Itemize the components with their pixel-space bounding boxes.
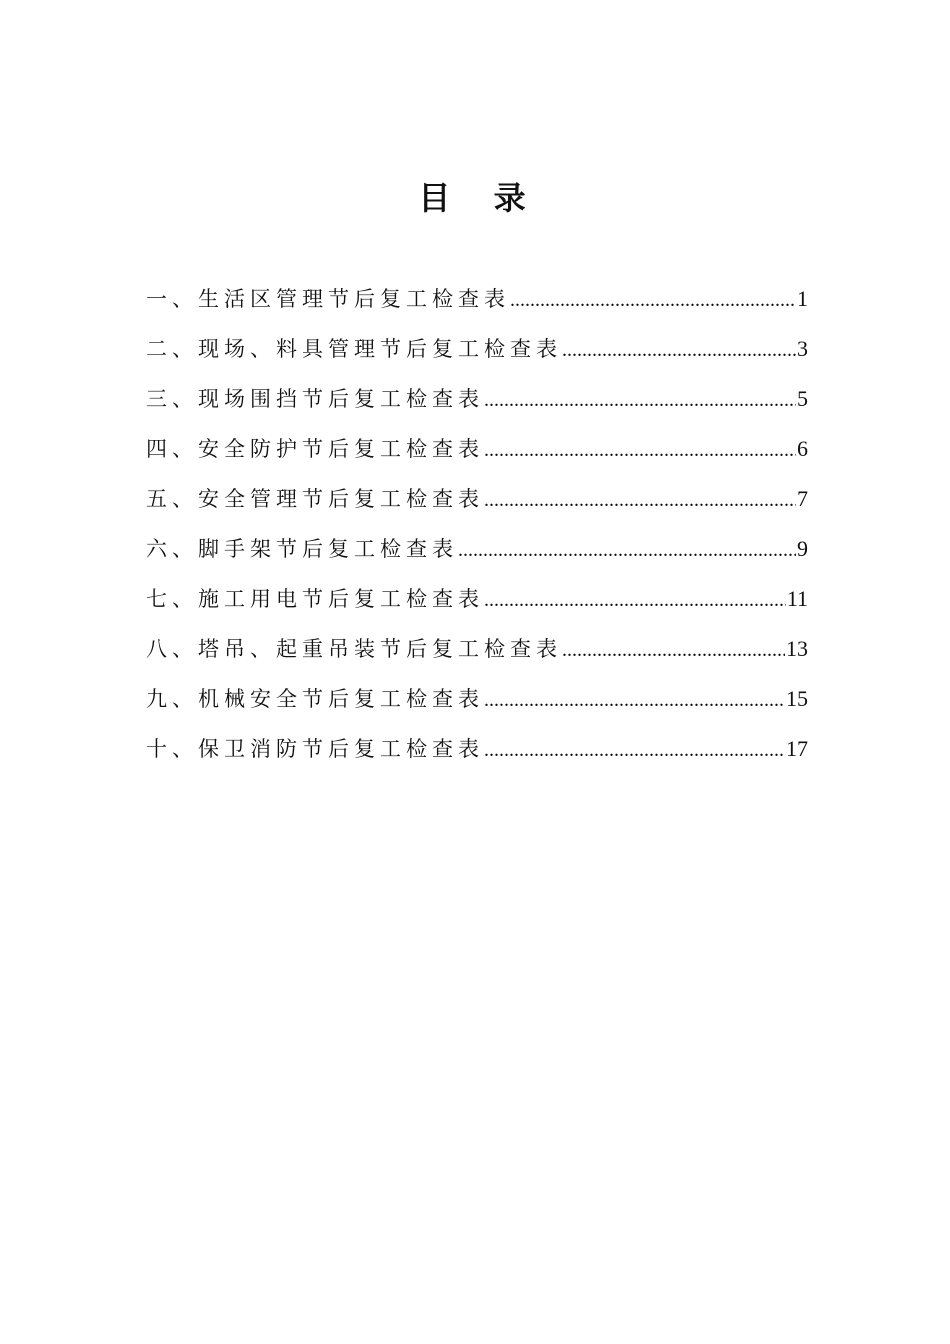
toc-entry-label: 五、安全管理节后复工检查表 [146,487,484,511]
toc-entry-label: 二、现场、料具管理节后复工检查表 [146,337,562,361]
toc-entry-label: 十、保卫消防节后复工检查表 [146,737,484,761]
toc-entry-page: 9 [797,536,808,561]
toc-entry-5[interactable] [146,480,808,530]
toc-entry-7[interactable] [146,580,808,630]
toc-entry-label: 三、现场围挡节后复工检查表 [146,387,484,411]
toc-entry-page: 15 [786,686,808,711]
toc-entry-page: 5 [797,386,808,411]
toc-entry-page: 17 [786,736,808,761]
toc-entry-label: 七、施工用电节后复工检查表 [146,587,484,611]
table-of-contents [146,280,808,780]
dot-leader [484,431,796,469]
dot-leader [484,381,796,419]
dot-leader [510,281,796,319]
toc-entry-3[interactable] [146,380,808,430]
toc-entry-6[interactable] [146,530,808,580]
toc-entry-page: 1 [797,286,808,311]
dot-leader [484,581,786,619]
toc-entry-8[interactable] [146,630,808,680]
toc-entry-label: 六、脚手架节后复工检查表 [146,537,458,561]
toc-entry-label: 四、安全防护节后复工检查表 [146,437,484,461]
dot-leader [562,331,796,369]
dot-leader [562,631,785,669]
toc-entry-label: 一、生活区管理节后复工检查表 [146,287,510,311]
dot-leader [484,481,796,519]
toc-entry-page: 13 [786,636,808,661]
dot-leader [484,681,785,719]
toc-entry-label: 八、塔吊、起重吊装节后复工检查表 [146,637,562,661]
dot-leader [484,731,785,769]
toc-entry-9[interactable] [146,680,808,730]
toc-title: 目 录 [418,179,542,217]
toc-entry-label: 九、机械安全节后复工检查表 [146,687,484,711]
toc-entry-page: 7 [797,486,808,511]
toc-entry-page: 11 [786,586,808,611]
toc-entry-2[interactable] [146,330,808,380]
toc-entry-4[interactable] [146,430,808,480]
toc-entry-10[interactable] [146,730,808,780]
toc-entry-page: 3 [797,336,808,361]
toc-entry-page: 6 [797,436,808,461]
dot-leader [458,531,796,569]
toc-entry-1[interactable] [146,280,808,330]
